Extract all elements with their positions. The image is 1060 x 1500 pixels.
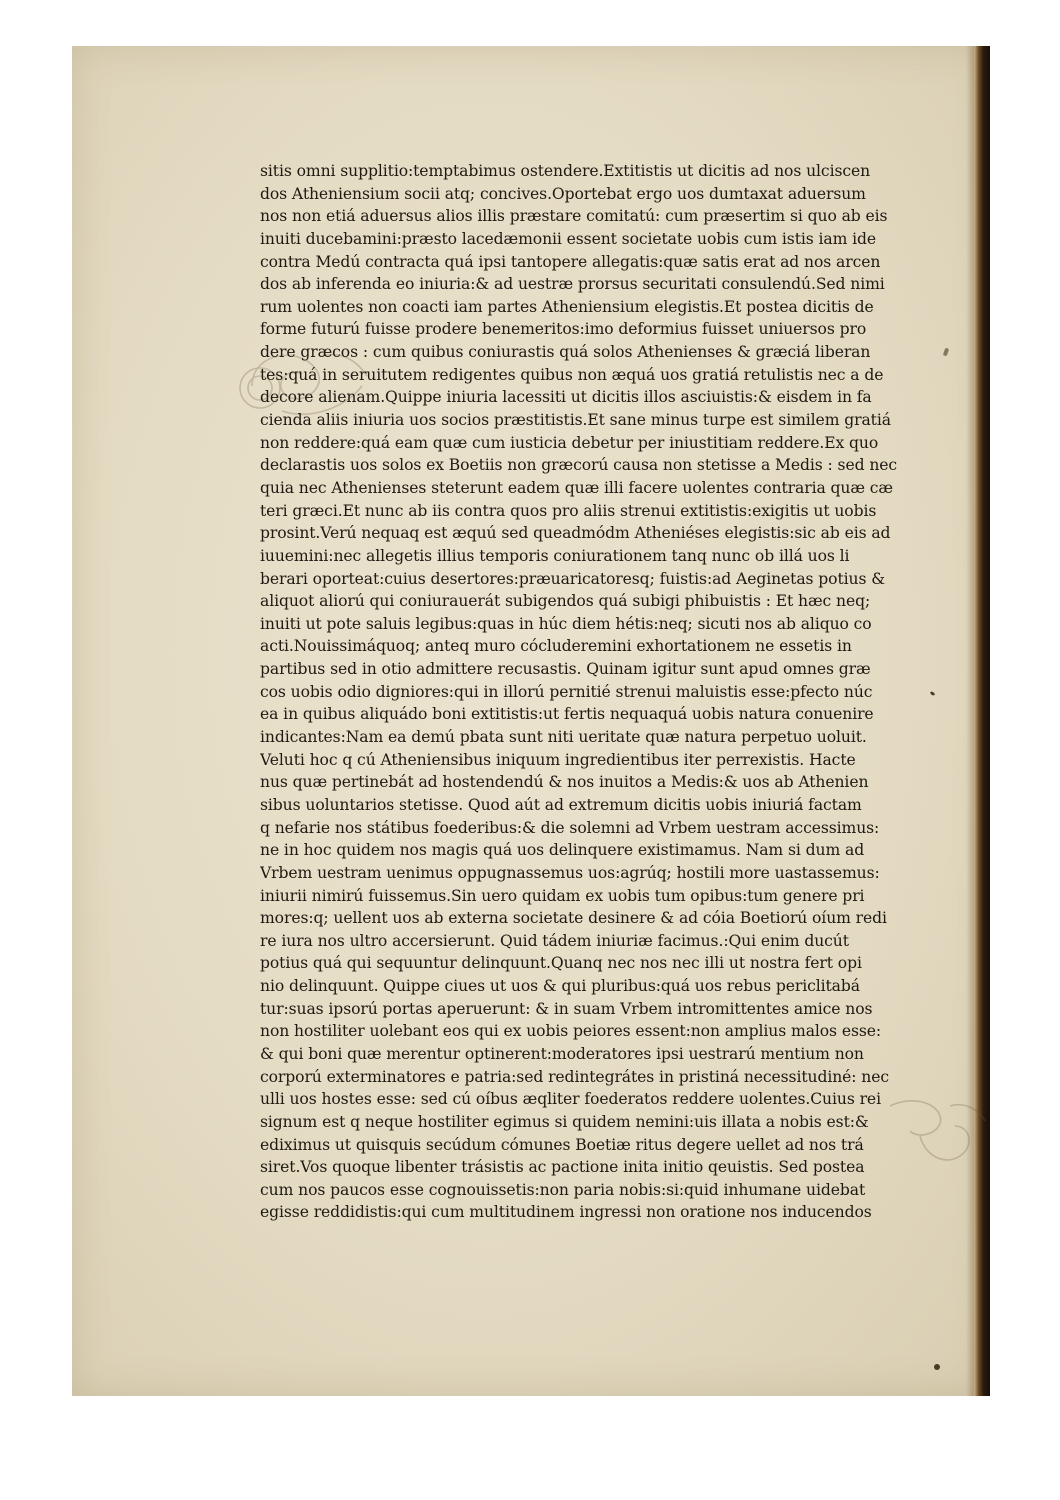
text-line: iuuemini:nec allegetis illius temporis coniurationem tanq nunc ob illá uos li — [260, 546, 850, 565]
text-line: indicantes:Nam ea demú pbata sunt niti ueritate quæ natura perpetuo uoluit. — [260, 728, 867, 747]
text-line: siret.Vos quoque libenter trásistis ac pactione inita initio qeuistis. Sed postea — [260, 1158, 865, 1177]
text-line: cienda aliis iniuria uos socios præstitistis.Et sane minus turpe est similem gratiá — [260, 411, 891, 430]
text-line: ediximus ut quisquis secúdum cómunes Boetiæ ritus degere uellet ad nos trá — [260, 1135, 864, 1154]
text-line: contra Medú contracta quá ipsi tantopere allegatis:quæ satis erat ad nos arcen — [260, 252, 881, 271]
text-line: signum est q neque hostiliter egimus si quidem nemini:uis illata a nobis est:& — [260, 1112, 869, 1131]
book-edge — [974, 46, 990, 1396]
text-line: & qui boni quæ merentur optinerent:moderatores ipsi uestrarú mentium non — [260, 1044, 864, 1063]
text-line: nio delinquunt. Quippe ciues ut uos & qui pluribus:quá uos rebus periclitabá — [260, 977, 860, 996]
text-line: re iura nos ultro accersierunt. Quid tádem iniuriæ facimus.:Qui enim ducút — [260, 931, 849, 950]
text-line: inuiti ut pote saluis legibus:quas in húc diem hétis:neq; sicuti nos ab aliquo co — [260, 614, 872, 633]
ink-spot — [930, 691, 936, 696]
text-line: tes:quá in seruitutem redigentes quibus non æquá uos gratiá retulistis nec a de — [260, 365, 884, 384]
text-line: dos ab inferenda eo iniuria:& ad uestræ prorsus securitati consulendú.Sed nimi — [260, 275, 885, 294]
text-line: ne in hoc quidem nos magis quá uos delinquere existimamus. Nam si dum ad — [260, 841, 865, 860]
text-line: cos uobis odio digniores:qui in illorú pernitié strenui maluistis esse:pfecto núc — [260, 682, 873, 701]
text-line: prosint.Verú nequaq est æquú sed queadmódm Atheniéses elegistis:sic ab eis ad — [260, 524, 891, 543]
text-line: Veluti hoc q cú Atheniensibus iniquum ingredientibus iter perrexistis. Hacte — [260, 750, 856, 769]
text-line: sitis omni supplitio:temptabimus ostendere.Extitistis ut dicitis ad nos ulciscen — [260, 162, 871, 180]
text-line: partibus sed in otio admittere recusastis. Quinam igitur sunt apud omnes græ — [260, 660, 871, 679]
text-line: rum uolentes non coacti iam partes Atheniensium elegistis.Et postea dicitis de — [260, 297, 874, 316]
text-line: potius quá qui sequuntur delinquunt.Quanq nec nos nec illi ut nostra fert opi — [260, 954, 862, 973]
text-line: mores:q; uellent uos ab externa societate desinere & ad cóia Boetiorú oíum redi — [260, 909, 887, 928]
text-line: berari oporteat:cuius desertores:præuaricatoresq; fuistis:ad Aeginetas potius & — [260, 569, 885, 588]
ink-spot — [934, 1364, 940, 1370]
text-line: ulli uos hostes esse: sed cú oíbus æqliter foederatos reddere uolentes.Cuius rei — [260, 1090, 881, 1109]
text-line: corporú exterminatores e patria:sed redintegrátes in pristiná necessitudiné: nec — [260, 1067, 890, 1086]
text-line: cum nos paucos esse cognouissetis:non paria nobis:si:quid inhumane uidebat — [260, 1180, 866, 1199]
text-line: egisse reddidistis:qui cum multitudinem ingressi non oratione nos inducendos — [260, 1203, 872, 1222]
text-line: iniurii nimirú fuissemus.Sin uero quidam ex uobis tum opibus:tum genere pri — [260, 886, 865, 905]
text-line: dos Atheniensium socii atq; concives.Oportebat ergo uos dumtaxat aduersum — [260, 184, 866, 203]
binding-shadow — [966, 46, 974, 1396]
text-line: aliquot aliorú qui coniurauerát subigendos quá subigi phibuistis : Et hæc neq; — [260, 592, 871, 611]
text-line: sibus uoluntarios stetisse. Quod aút ad extremum dicitis uobis iniuriá factam — [260, 795, 862, 814]
text-line: tur:suas ipsorú portas aperuerunt: & in suam Vrbem intromittentes amice nos — [260, 999, 873, 1018]
text-line: teri græci.Et nunc ab iis contra quos pro aliis strenui extitistis:exigitis ut uobis — [260, 501, 877, 520]
text-line: decore alienam.Quippe iniuria lacessiti ut dicitis illos asciuistis:& eisdem in fa — [260, 388, 872, 407]
text-line: quia nec Athenienses steterunt eadem quæ illi facere uolentes contraria quæ cæ — [260, 478, 893, 497]
text-line: forme futurú fuisse prodere benemeritos:imo deformius fuisset uniuersos pro — [260, 320, 867, 339]
text-line: declarastis uos solos ex Boetiis non græcorú causa non stetisse a Medis : sed nec — [260, 456, 898, 475]
text-line: nos non etiá aduersus alios illis præstare comitatú: cum præsertim si quo ab eis — [260, 207, 888, 226]
text-line: q nefarie nos státibus foederibus:& die solemni ad Vrbem uestram accessimus: — [260, 818, 880, 837]
text-line: inuiti ducebamini:præsto lacedæmonii essent societate uobis cum istis iam ide — [260, 229, 877, 248]
incunabula-text-block — [260, 160, 912, 1224]
text-line: acti.Nouissimáquoq; anteq muro cócluderemini exhortationem ne essetis in — [260, 637, 852, 656]
book-page-scan — [72, 46, 990, 1396]
text-line: ea in quibus aliquádo boni extitistis:ut fertis nequaquá uobis natura conuenire — [260, 705, 874, 724]
text-line: non hostiliter uolebant eos qui ex uobis peiores essent:non amplius malos esse: — [260, 1022, 882, 1041]
ink-spot — [943, 348, 949, 357]
text-line: Vrbem uestram uenimus oppugnassemus uos:agrúq; hostili more uastassemus: — [260, 863, 880, 882]
text-line: non reddere:quá eam quæ cum iusticia debetur per iniustitiam reddere.Ex quo — [260, 433, 879, 452]
text-line: nus quæ pertinebát ad hostendendú & nos inuitos a Medis:& uos ab Athenien — [260, 773, 869, 792]
text-line: dere græcos : cum quibus coniurastis quá solos Athenienses & græciá liberan — [260, 343, 871, 362]
